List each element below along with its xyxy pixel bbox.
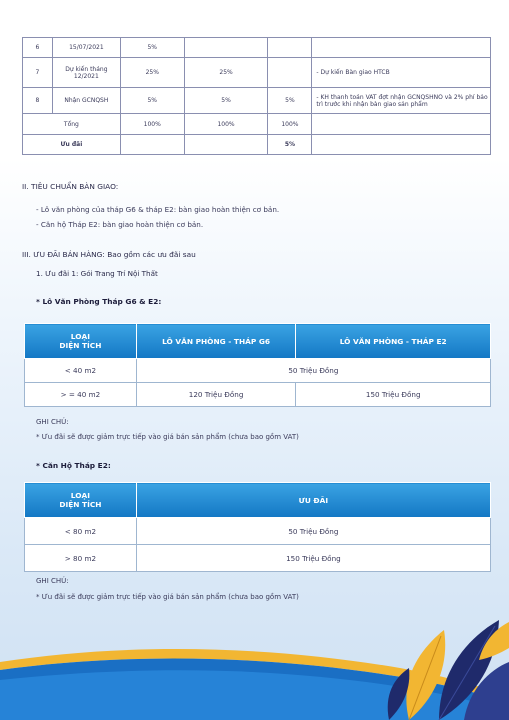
area-cell: < 80 m2	[25, 518, 137, 545]
value-cell: 150 Triệu Đồng	[136, 545, 490, 572]
percent-cell: 5%	[268, 88, 312, 114]
table-row	[25, 383, 491, 407]
note-cell: - KH thanh toán VAT đợt nhận GCNQSHNO và 2% phí bảo trì trước khi nhận bàn giao sản phẩm	[312, 88, 491, 114]
table-row	[25, 545, 491, 572]
note-label: GHI CHÚ:	[36, 577, 69, 585]
table-row	[23, 88, 491, 114]
apartment-label: * Căn Hộ Tháp E2:	[36, 461, 111, 470]
table-row	[25, 518, 491, 545]
note-cell	[312, 135, 491, 155]
percent-cell	[120, 135, 184, 155]
note-cell	[312, 114, 491, 135]
header-e2: LÔ VĂN PHÒNG - THÁP E2	[296, 324, 491, 359]
percent-cell	[268, 58, 312, 88]
office-offer-table	[24, 323, 491, 407]
time-cell: Dự kiến tháng 12/2021	[52, 58, 120, 88]
apartment-offer-table	[24, 482, 491, 572]
percent-cell	[184, 38, 268, 58]
value-cell: 50 Triệu Đồng	[136, 359, 490, 383]
stt-cell: 7	[23, 58, 53, 88]
percent-cell	[268, 38, 312, 58]
table-header-row	[25, 324, 491, 359]
note-text: * Ưu đãi sẽ được giảm trực tiếp vào giá bán sản phẩm (chưa bao gồm VAT)	[36, 433, 299, 441]
stt-cell: 6	[23, 38, 53, 58]
office-label: * Lô Văn Phòng Tháp G6 & E2:	[36, 297, 162, 306]
discount-row	[23, 135, 491, 155]
note-label: GHI CHÚ:	[36, 418, 69, 426]
area-cell: > = 40 m2	[25, 383, 137, 407]
bullet-item: - Lô văn phòng của tháp G6 & tháp E2: bàn giao hoàn thiện cơ bản.	[36, 205, 280, 214]
table-row	[23, 58, 491, 88]
header-line: DIỆN TÍCH	[59, 341, 102, 350]
percent-cell: 100%	[120, 114, 184, 135]
bullet-item: - Căn hộ Tháp E2: bàn giao hoàn thiện cơ bản.	[36, 220, 204, 229]
value-cell: 150 Triệu Đồng	[296, 383, 491, 407]
header-line: LOẠI	[70, 332, 90, 341]
time-cell: Nhận GCNQSH	[52, 88, 120, 114]
value-cell: 50 Triệu Đồng	[136, 518, 490, 545]
payment-schedule-table	[22, 37, 491, 155]
table-header-row	[25, 483, 491, 518]
area-cell: > 80 m2	[25, 545, 137, 572]
header-line: DIỆN TÍCH	[59, 500, 102, 509]
percent-cell: 5%	[120, 38, 184, 58]
header-line: LOẠI	[70, 491, 90, 500]
stt-cell: 8	[23, 88, 53, 114]
discount-value: 5%	[268, 135, 312, 155]
total-label: Tổng	[23, 114, 121, 135]
header-g6: LÔ VĂN PHÒNG - THÁP G6	[136, 324, 296, 359]
note-cell	[312, 38, 491, 58]
area-cell: < 40 m2	[25, 359, 137, 383]
section-2-title: II. TIÊU CHUẨN BÀN GIAO:	[22, 182, 119, 191]
percent-cell: 25%	[184, 58, 268, 88]
table-row	[25, 359, 491, 383]
percent-cell	[184, 135, 268, 155]
percent-cell: 25%	[120, 58, 184, 88]
time-cell: 15/07/2021	[52, 38, 120, 58]
discount-label: Ưu đãi	[23, 135, 121, 155]
value-cell: 120 Triệu Đồng	[136, 383, 296, 407]
percent-cell: 5%	[120, 88, 184, 114]
note-cell: - Dự kiến Bàn giao HTCB	[312, 58, 491, 88]
section-3-title: III. ƯU ĐÃI BÁN HÀNG: Bao gồm các ưu đãi sau	[22, 250, 196, 259]
header-offer: ƯU ĐÃI	[136, 483, 490, 518]
header-area-type	[25, 324, 137, 359]
total-row	[23, 114, 491, 135]
percent-cell: 100%	[184, 114, 268, 135]
offer-1-title: 1. Ưu đãi 1: Gói Trang Trí Nội Thất	[36, 269, 158, 278]
percent-cell: 100%	[268, 114, 312, 135]
table-row	[23, 38, 491, 58]
percent-cell: 5%	[184, 88, 268, 114]
header-area-type	[25, 483, 137, 518]
leaf-decoration	[369, 600, 509, 720]
note-text: * Ưu đãi sẽ được giảm trực tiếp vào giá bán sản phẩm (chưa bao gồm VAT)	[36, 593, 299, 601]
